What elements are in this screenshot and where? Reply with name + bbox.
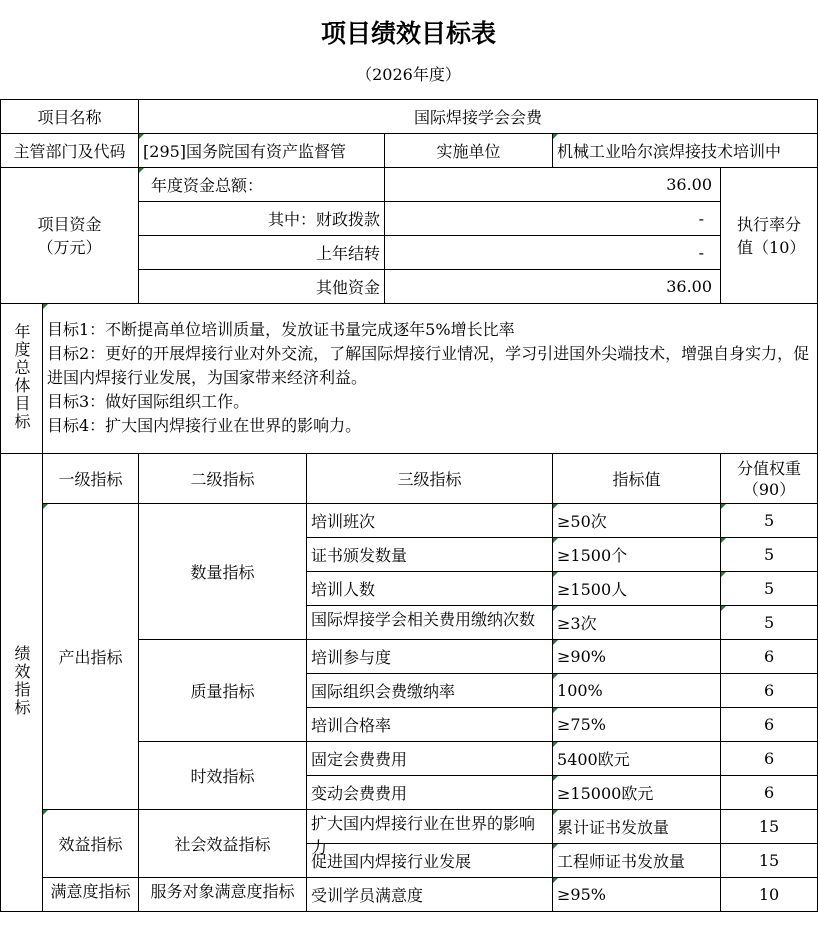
indicator-weight: 15 [721, 844, 818, 878]
funds-carry-label: 上年结转 [139, 236, 385, 270]
output-label: 产出指标 [43, 504, 139, 810]
indicator-value: ≥1500人 [553, 572, 721, 606]
indicators-section-text: 绩效指标 [12, 644, 31, 717]
dept-value: [295]国务院国有资产监督管 [139, 134, 385, 168]
indicator-name: 固定会费费用 [307, 742, 553, 776]
indicator-weight: 6 [721, 674, 818, 708]
project-name-value: 国际焊接学会会费 [139, 100, 818, 134]
goals-content [43, 304, 818, 454]
indicator-weight: 6 [721, 742, 818, 776]
indicator-value: 累计证书发放量 [553, 810, 721, 844]
funds-other-label: 其他资金 [139, 270, 385, 304]
goal-item: 目标1：不断提高单位培训质量，发放证书量完成逐年5%增长比率 [47, 320, 515, 339]
indicator-value: ≥15000欧元 [553, 776, 721, 810]
funds-carry-value: - [385, 236, 721, 270]
indicator-name: 变动会费费用 [307, 776, 553, 810]
indicators-section-label [1, 454, 43, 912]
indicator-value: ≥1500个 [553, 538, 721, 572]
quantity-label: 数量指标 [139, 504, 307, 640]
performance-table [0, 99, 818, 912]
impl-value: 机械工业哈尔滨焊接技术培训中 [553, 134, 818, 168]
satisfaction-label [43, 878, 139, 912]
header-level2: 二级指标 [139, 454, 307, 504]
indicator-weight: 6 [721, 640, 818, 674]
indicator-name [307, 606, 553, 640]
funds-fiscal-value: - [385, 202, 721, 236]
service-satisfaction-label [139, 878, 307, 912]
indicator-weight: 5 [721, 572, 818, 606]
page-subtitle: （2026年度） [356, 65, 461, 84]
goals-label-text: 年度总体目标 [12, 322, 31, 431]
indicator-name: 国际组织会费缴纳率 [307, 674, 553, 708]
indicator-name: 促进国内焊接行业发展 [307, 844, 553, 878]
page-title: 项目绩效目标表 [320, 19, 496, 48]
social-benefit-label: 社会效益指标 [139, 810, 307, 878]
funds-total-value: 36.00 [385, 168, 721, 202]
indicator-name: 证书颁发数量 [307, 538, 553, 572]
goals-label [1, 304, 43, 454]
goal-item: 目标2：更好的开展焊接行业对外交流，了解国际焊接行业情况，学习引进国外尖端技术，增强自身实力，促进国内焊接行业发展，为国家带来经济利益。 [47, 344, 810, 387]
funds-total-label: 年度资金总额： [139, 168, 385, 202]
indicator-value: ≥90% [553, 640, 721, 674]
indicator-name: 培训班次 [307, 504, 553, 538]
indicator-weight: 6 [721, 708, 818, 742]
funds-other-value: 36.00 [385, 270, 721, 304]
indicator-value: ≥75% [553, 708, 721, 742]
dept-label: 主管部门及代码 [1, 134, 139, 168]
funds-fiscal-label: 其中：财政拨款 [139, 202, 385, 236]
goal-item: 目标4：扩大国内焊接行业在世界的影响力。 [47, 416, 362, 435]
indicator-weight: 5 [721, 606, 818, 640]
indicator-value: 100% [553, 674, 721, 708]
goal-item: 目标3：做好国际组织工作。 [47, 392, 250, 411]
timeliness-label: 时效指标 [139, 742, 307, 810]
indicator-weight: 5 [721, 538, 818, 572]
benefit-label: 效益指标 [43, 810, 139, 878]
header-level1: 一级指标 [43, 454, 139, 504]
indicator-value: ≥95% [553, 878, 721, 912]
indicator-weight: 15 [721, 810, 818, 844]
indicator-name-text: 扩大国内焊接行业在世界的影响力 [311, 814, 536, 857]
indicator-name: 培训合格率 [307, 708, 553, 742]
service-satisfaction-text: 服务对象满意度指标 [150, 882, 295, 901]
indicator-name [307, 810, 553, 857]
header-weight: 分值权重（90） [721, 454, 818, 504]
indicator-value: ≥50次 [553, 504, 721, 538]
indicator-value: 5400欧元 [553, 742, 721, 776]
header-value: 指标值 [553, 454, 721, 504]
header-level3: 三级指标 [307, 454, 553, 504]
satisfaction-label-text: 满意度指标 [50, 882, 131, 901]
indicator-name: 培训人数 [307, 572, 553, 606]
indicator-name: 受训学员满意度 [307, 878, 553, 912]
indicator-weight: 6 [721, 776, 818, 810]
impl-label: 实施单位 [385, 134, 553, 168]
indicator-value: 工程师证书发放量 [553, 844, 721, 878]
indicator-name: 培训参与度 [307, 640, 553, 674]
exec-rate-label: 执行率分值（10） [721, 168, 818, 304]
indicator-weight: 10 [721, 878, 818, 912]
indicator-value: ≥3次 [553, 606, 721, 640]
indicator-weight: 5 [721, 504, 818, 538]
quality-label: 质量指标 [139, 640, 307, 742]
funds-label: 项目资金（万元） [1, 168, 139, 304]
project-name-label: 项目名称 [1, 100, 139, 134]
indicator-name-text: 国际焊接学会相关费用缴纳次数 [311, 610, 536, 629]
